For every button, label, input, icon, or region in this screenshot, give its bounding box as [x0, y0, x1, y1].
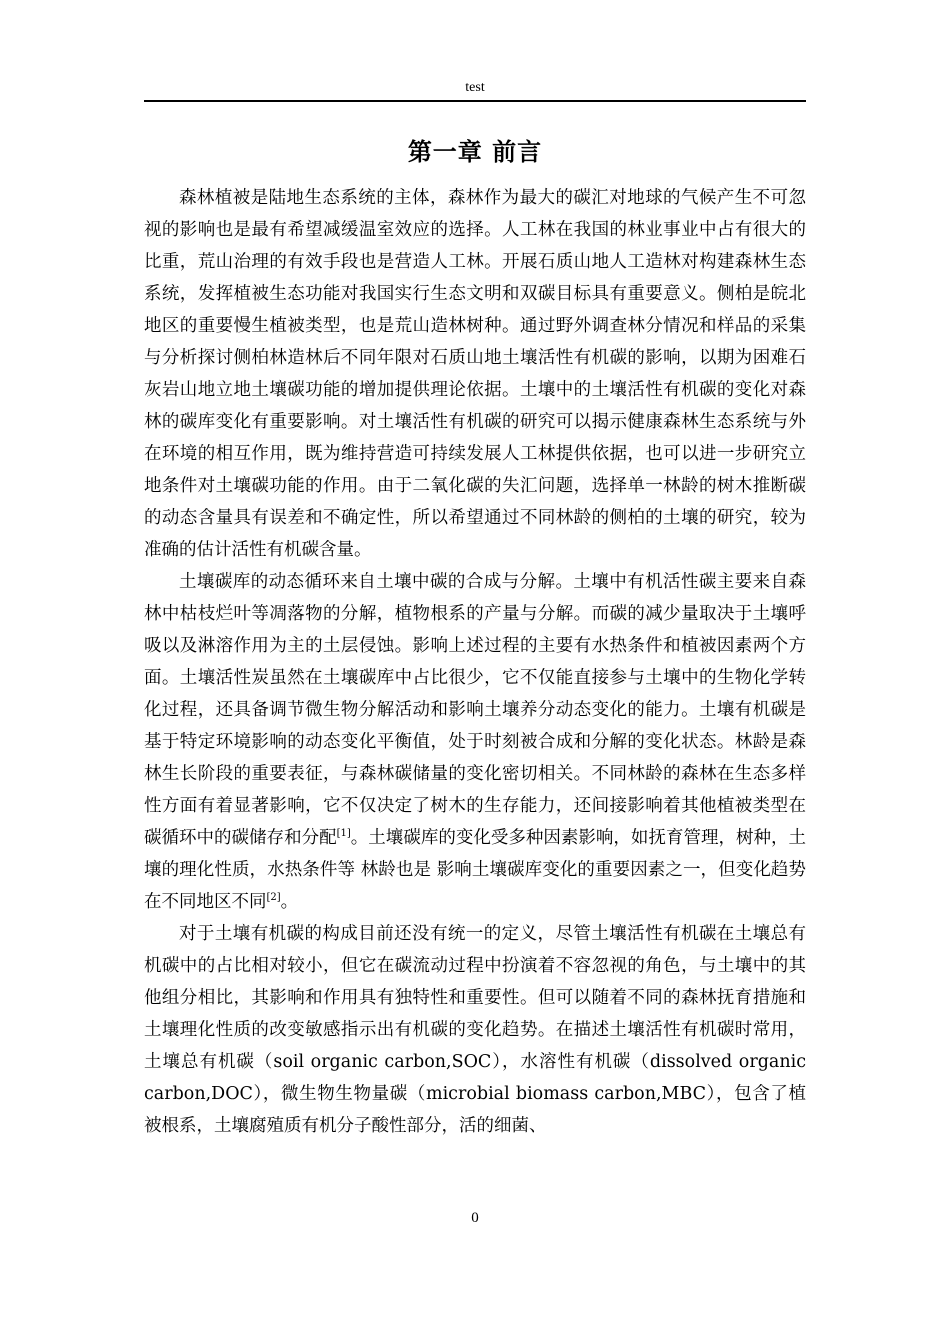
paragraph-text: 森林植被是陆地生态系统的主体，森林作为最大的碳汇对地球的气候产生不可忽视的影响也是最有希望减缓温室效应的选择。人工林在我国的林业事业中占有很大的比重，荒山治理的有效手段也是营造人工林。开展石质山地人工造林对构建森林生态系统，发挥植被生态功能对我国实行生态文明和双碳目标具有重要意义。侧柏是皖北地区的重要慢生植被类型，也是荒山造林树种。通过野外调查林分情况和样品的采集与分析探讨侧柏林造林后不同年限对石质山地土壤活性有机碳的影响，以期为困难石灰岩山地立地土壤碳功能的增加提供理论依据。土壤中的土壤活性有机碳的变化对森林的碳库变化有重要影响。对土壤活性有机碳的研究可以揭示健康森林生态系统与外在环境的相互作用，既为维持营造可持续发展人工林提供依据，也可以进一步研究立地条件对土壤碳功能的作用。由于二氧化碳的失汇问题，选择单一林龄的树木推断碳的动态含量具有误差和不确定性，所以希望通过不同林龄的侧柏的土壤的研究，较为准确的估计活性有机碳含量。 [144, 188, 806, 560]
citation-ref-2[interactable]: [2] [266, 892, 281, 904]
paragraph-1 [144, 182, 806, 566]
body-text [144, 182, 806, 1142]
running-header: test [465, 80, 485, 95]
paragraph-text: 土壤碳库的动态循环来自土壤中碳的合成与分解。土壤中有机活性碳主要来自森林中枯枝烂叶等凋落物的分解，植物根系的产量与分解。而碳的减少量取决于土壤呼吸以及淋溶作用为主的土层侵蚀。影响上述过程的主要有水热条件和植被因素两个方面。土壤活性炭虽然在土壤碳库中占比很少，它不仅能直接参与土壤中的生物化学转化过程，还具备调节微生物分解活动和影响土壤养分动态变化的能力。土壤有机碳是基于特定环境影响的动态变化平衡值，处于时刻被合成和分解的变化状态。林龄是森林生长阶段的重要表征，与森林碳储量的变化密切相关。不同林龄的森林在生态多样性方面有着显著影响，它不仅决定了树木的生存能力，还间接影响着其他植被类型在碳循环中的碳储存和分配 [144, 572, 806, 848]
paragraph-2 [144, 566, 806, 918]
citation-ref-1[interactable]: [1] [336, 828, 351, 840]
paragraph-text: 。土壤碳库的变化受多种因素影响，如抚育管理，树种，土壤的理化性质，水热条件等 林龄也是 影响土壤碳库变化的重要因素之一，但变化趋势在不同地区不同 [144, 828, 807, 912]
paragraph-3 [144, 918, 806, 1142]
chapter-title: 第一章 前言 [407, 138, 543, 166]
header-rule [144, 100, 806, 102]
paragraph-text: 对于土壤有机碳的构成目前还没有统一的定义，尽管土壤活性有机碳在土壤总有机碳中的占比相对较小，但它在碳流动过程中扮演着不容忽视的角色，与土壤中的其他组分相比，其影响和作用具有独特性和重要性。但可以随着不同的森林抚育措施和土壤理化性质的改变敏感指示出有机碳的变化趋势。在描述土壤活性有机碳时常用，土壤总有机碳（soil organic carbon,SOC），水溶性有机碳（dissolved organic carbon,DOC），微生物生物量碳（microbial biomass carbon,MBC），包含了植被根系，土壤腐殖质有机分子酸性部分，活的细菌、 [144, 924, 806, 1136]
paragraph-text: 。 [280, 892, 299, 912]
page-number: 0 [471, 1210, 479, 1226]
